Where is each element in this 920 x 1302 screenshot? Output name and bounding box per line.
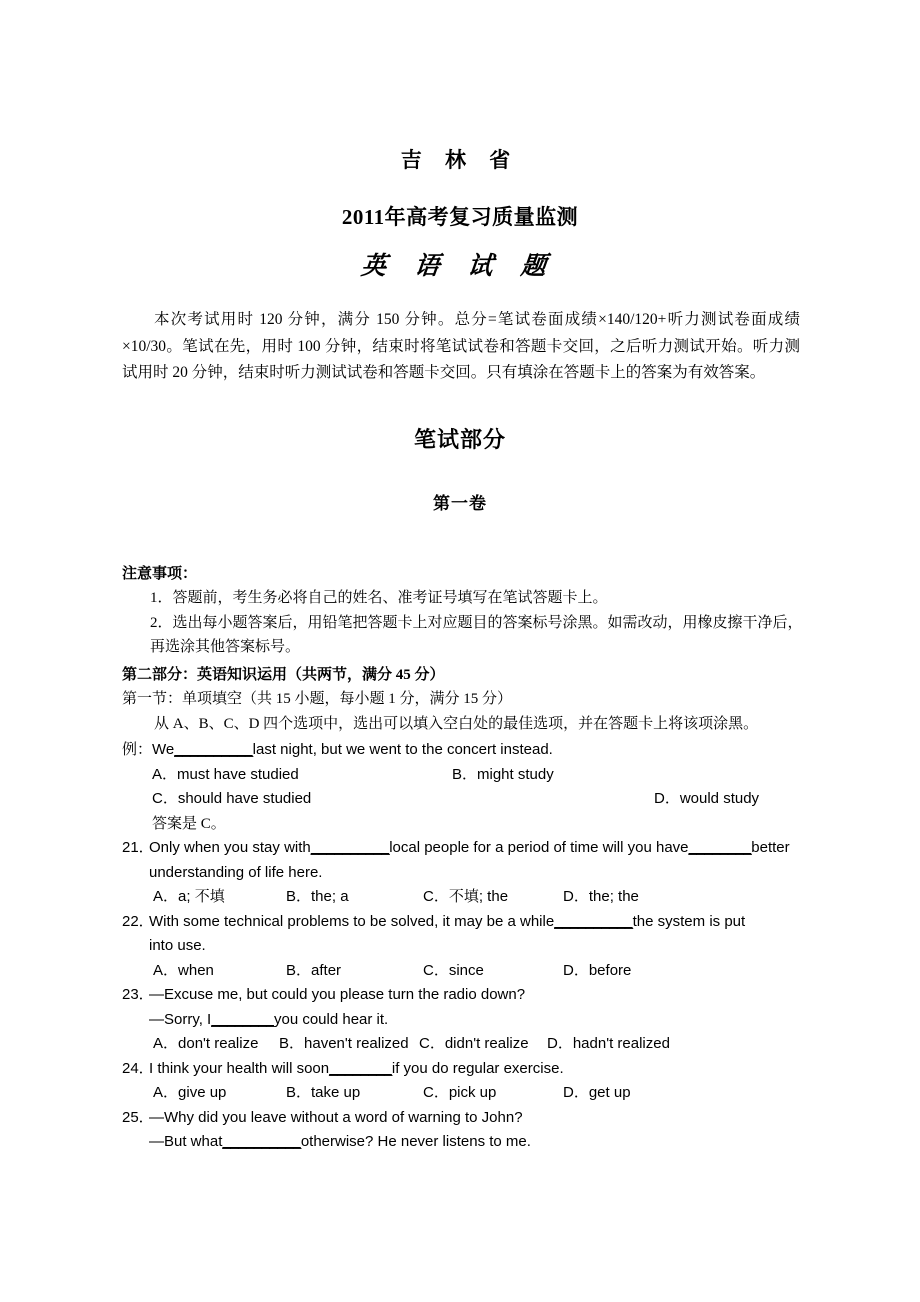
notes-block bbox=[0, 517, 920, 660]
question-number: 23． bbox=[122, 986, 154, 1003]
question-continuation: into use. bbox=[149, 937, 206, 954]
stem-fragment: —Why did you leave without a word of warning to John? bbox=[149, 1108, 523, 1126]
option-label: C． bbox=[423, 1084, 449, 1101]
stem-fragment: Only when you stay with bbox=[149, 839, 311, 856]
question-continuation bbox=[122, 1130, 880, 1155]
question-options bbox=[122, 1081, 880, 1106]
section-one-title: 第一节：单项填空（共 15 小题，每小题 1 分，满分 15 分） bbox=[122, 691, 513, 707]
question-option[interactable] bbox=[423, 1081, 563, 1106]
option-text: get up bbox=[588, 1084, 631, 1101]
question-option[interactable] bbox=[423, 885, 563, 910]
question-list bbox=[0, 736, 920, 1155]
question-option[interactable] bbox=[286, 959, 423, 984]
option-label: C． bbox=[423, 961, 449, 979]
question-item bbox=[122, 836, 880, 910]
question-option[interactable] bbox=[153, 1032, 279, 1057]
answer-blank: __________ bbox=[174, 741, 253, 758]
option-text: give up bbox=[178, 1084, 227, 1101]
question-option[interactable] bbox=[419, 1032, 547, 1057]
example-stem bbox=[122, 738, 880, 763]
example-options-row-1 bbox=[122, 763, 880, 788]
question-stem-text bbox=[149, 836, 880, 861]
option-text: after bbox=[311, 961, 342, 979]
option-text: didn't realize bbox=[444, 1035, 529, 1052]
question-option[interactable] bbox=[563, 959, 631, 984]
option-text: hadn't realized bbox=[572, 1035, 670, 1052]
stem-fragment: —Excuse me, but could you please turn the radio down? bbox=[149, 986, 526, 1003]
option-label: D． bbox=[563, 888, 589, 905]
question-stem-text bbox=[149, 1057, 880, 1082]
option-text: before bbox=[588, 961, 632, 979]
numbered-questions bbox=[122, 836, 880, 1155]
question-stem bbox=[122, 910, 880, 935]
question-option[interactable] bbox=[563, 1081, 631, 1106]
answer-blank: ________ bbox=[329, 1059, 392, 1077]
year-title: 2011年高考复习质量监测 bbox=[341, 205, 579, 229]
stem-fragment: you could hear it. bbox=[273, 1010, 389, 1028]
option-text: the; the bbox=[588, 888, 639, 905]
example-label: 例： bbox=[122, 742, 153, 758]
question-number: 22． bbox=[122, 912, 154, 930]
section-one-instruction: 从 A、B、C、D 四个选项中，选出可以填入空白处的最佳选项，并在答题卡上将该项涂黑。 bbox=[154, 715, 759, 732]
answer-blank: __________ bbox=[554, 912, 633, 930]
stem-fragment: local people for a period of time will you have bbox=[389, 839, 689, 856]
question-item bbox=[122, 910, 880, 984]
question-option[interactable] bbox=[547, 1032, 670, 1057]
option-text: take up bbox=[311, 1084, 361, 1101]
question-options bbox=[122, 885, 880, 910]
example-stem-text bbox=[152, 738, 553, 763]
example-stem-before: We bbox=[152, 741, 175, 758]
question-number: 24． bbox=[122, 1059, 154, 1077]
answer-blank: ________ bbox=[211, 1010, 274, 1028]
question-stem-text bbox=[149, 983, 880, 1008]
question-number: 21． bbox=[122, 839, 154, 856]
written-part-heading: 笔试部分 bbox=[413, 426, 506, 452]
question-option[interactable] bbox=[153, 885, 286, 910]
part-two-block bbox=[0, 660, 920, 737]
question-option[interactable] bbox=[279, 1032, 419, 1057]
option-label: D． bbox=[547, 1035, 573, 1052]
question-item bbox=[122, 1057, 880, 1106]
stem-fragment: —But what bbox=[149, 1133, 223, 1150]
option-text: 不填; the bbox=[448, 888, 509, 905]
question-continuation: understanding of life here. bbox=[149, 863, 323, 881]
question-option[interactable] bbox=[286, 885, 423, 910]
option-text: pick up bbox=[448, 1084, 497, 1101]
question-stem bbox=[122, 1106, 880, 1131]
stem-fragment: if you do regular exercise. bbox=[391, 1059, 564, 1077]
volume-heading: 第一卷 bbox=[433, 493, 487, 513]
option-label: B． bbox=[279, 1035, 305, 1052]
option-label: D． bbox=[563, 961, 589, 979]
question-item bbox=[122, 983, 880, 1057]
example-option-d[interactable]: D．would study bbox=[654, 790, 760, 807]
question-number: 25． bbox=[122, 1108, 154, 1126]
answer-blank: __________ bbox=[222, 1133, 301, 1150]
option-label: B． bbox=[286, 888, 312, 905]
option-text: don't realize bbox=[178, 1035, 259, 1052]
question-stem bbox=[122, 1057, 880, 1082]
exam-intro-paragraph: 本次考试用时 120 分钟，满分 150 分钟。总分=笔试卷面成绩×140/120+听力测试卷面成绩×10/30。笔试在先，用时 100 分钟，结束时将笔试试卷和答题卡交回，之后听力测试开始。听力测试用时 20 分钟，结束时听力测试试卷和答题卡交回。只有填涂在答题卡上的答案为有效答案。 bbox=[122, 311, 800, 381]
question-stem bbox=[122, 836, 880, 861]
example-option-b[interactable]: B．might study bbox=[452, 765, 554, 783]
example-option-a[interactable]: A．must have studied bbox=[152, 765, 299, 783]
option-text: since bbox=[448, 961, 484, 979]
option-label: C． bbox=[423, 888, 449, 905]
stem-fragment: I think your health will soon bbox=[149, 1059, 330, 1077]
question-option[interactable] bbox=[563, 885, 639, 910]
option-label: A． bbox=[153, 888, 179, 905]
notes-title: 注意事项： bbox=[122, 565, 198, 582]
option-label: A． bbox=[153, 1035, 179, 1052]
question-option[interactable] bbox=[286, 1081, 423, 1106]
option-label: B． bbox=[286, 1084, 312, 1101]
option-label: A． bbox=[153, 1084, 179, 1101]
stem-fragment: otherwise? He never listens to me. bbox=[300, 1133, 531, 1150]
stem-fragment: With some technical problems to be solved, it may be a while bbox=[149, 912, 555, 930]
part-two-title: 第二部分：英语知识运用（共两节，满分 45 分） bbox=[122, 666, 445, 683]
question-stem-text bbox=[149, 1106, 880, 1131]
stem-fragment: —Sorry, I bbox=[149, 1010, 212, 1028]
note-item: 2．选出每小题答案后，用铅笔把答题卡上对应题目的答案标号涂黑。如需改动，用橡皮擦干净后，再选涂其他答案标号。 bbox=[150, 614, 803, 655]
question-option[interactable] bbox=[153, 959, 286, 984]
option-label: A． bbox=[153, 961, 179, 979]
option-text: a; 不填 bbox=[178, 888, 225, 905]
example-stem-after: last night, but we went to the concert instead. bbox=[252, 741, 553, 758]
question-options bbox=[122, 959, 880, 984]
province-title: 吉 林 省 bbox=[400, 148, 520, 172]
question-stem-text bbox=[149, 910, 880, 935]
example-options-row-2 bbox=[122, 787, 880, 812]
stem-fragment: the system is put bbox=[632, 912, 746, 930]
option-text: the; a bbox=[311, 888, 349, 905]
subject-title: 英 语 试 题 bbox=[359, 253, 559, 280]
question-continuation bbox=[122, 1008, 880, 1033]
option-text: when bbox=[178, 961, 214, 979]
question-option[interactable] bbox=[153, 1081, 286, 1106]
option-text: haven't realized bbox=[304, 1035, 409, 1052]
answer-blank: ________ bbox=[688, 839, 752, 856]
example-option-c[interactable]: C．should have studied bbox=[152, 790, 312, 807]
question-item bbox=[122, 1106, 880, 1155]
option-label: C． bbox=[419, 1035, 445, 1052]
note-item: 1．答题前，考生务必将自己的姓名、准考证号填写在笔试答题卡上。 bbox=[150, 590, 608, 606]
option-label: B． bbox=[286, 961, 312, 979]
example-answer-line: 答案是 C。 bbox=[152, 815, 226, 832]
answer-blank: __________ bbox=[310, 839, 390, 856]
question-option[interactable] bbox=[423, 959, 563, 984]
stem-fragment: better bbox=[751, 839, 790, 856]
question-options bbox=[122, 1032, 880, 1057]
question-stem bbox=[122, 983, 880, 1008]
option-label: D． bbox=[563, 1084, 589, 1101]
example-question bbox=[122, 738, 880, 836]
